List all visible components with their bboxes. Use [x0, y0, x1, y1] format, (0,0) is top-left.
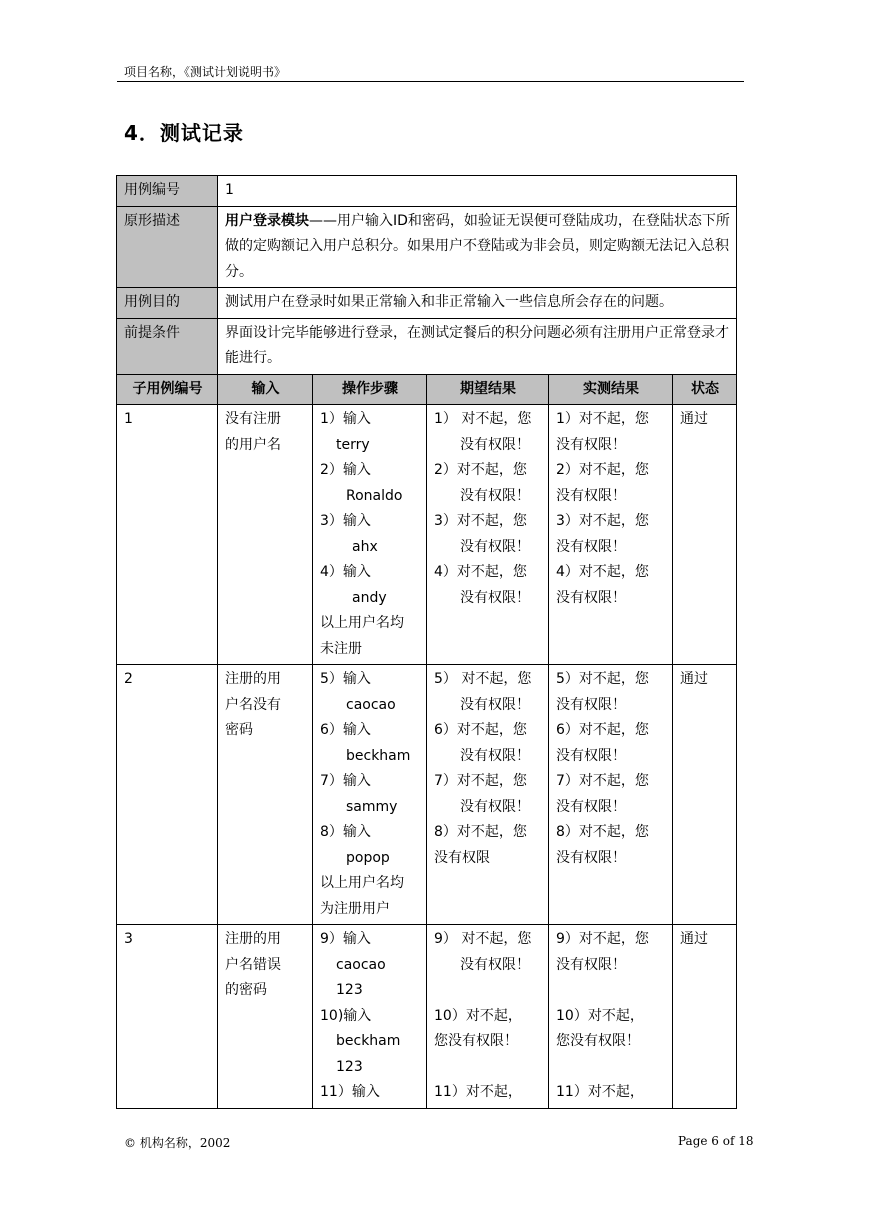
page-footer-org: © 机构名称，2002	[124, 1136, 231, 1150]
step-line: 1）输入	[320, 411, 371, 427]
input-line: 密码	[225, 722, 253, 738]
step-line: 123	[336, 982, 363, 998]
step-line: 以上用户名均	[320, 615, 404, 631]
actual-line	[556, 978, 666, 1004]
step-line: ahx	[352, 538, 378, 555]
expected-line: 没有权限！	[460, 747, 530, 764]
expected-cell	[427, 925, 549, 1109]
step-line: caocao	[346, 696, 396, 713]
expected-line: 1） 对不起，您	[434, 411, 532, 427]
step-line: 2）输入	[320, 462, 371, 478]
expected-line: 没有权限！	[460, 538, 530, 555]
step-line: 未注册	[320, 640, 362, 657]
step-line: beckham	[336, 1033, 401, 1049]
meta-row-description	[117, 206, 737, 288]
input-cell	[218, 405, 313, 665]
actual-line: 2）对不起，您	[556, 462, 649, 478]
meta-label: 前提条件	[117, 318, 218, 374]
step-line: caocao	[336, 956, 386, 973]
steps-cell	[313, 925, 427, 1109]
step-line: 10)输入	[320, 1007, 372, 1024]
column-header: 子用例编号	[117, 374, 218, 405]
expected-line	[434, 978, 542, 1004]
steps-cell	[313, 665, 427, 925]
expected-line: 没有权限！	[460, 436, 530, 453]
meta-row-case-id	[117, 176, 737, 207]
input-line: 户名错误	[225, 956, 281, 973]
actual-line: 没有权限！	[556, 956, 626, 973]
actual-line: 您没有权限！	[556, 1033, 640, 1049]
step-line: 8）输入	[320, 824, 371, 840]
module-keyword: 用户登录模块	[225, 212, 309, 229]
test-record-table	[116, 175, 737, 1109]
expected-line: 10）对不起，	[434, 1007, 522, 1024]
step-line: 9）输入	[320, 931, 371, 947]
meta-label: 原形描述	[117, 206, 218, 288]
status-cell: 通过	[673, 925, 737, 1109]
step-line: 11）输入	[320, 1084, 380, 1100]
step-line: Ronaldo	[346, 487, 403, 504]
header-rule	[117, 81, 744, 82]
actual-line: 4）对不起，您	[556, 564, 649, 580]
page-number: Page 6 of 18	[678, 1134, 754, 1148]
input-line: 没有注册	[225, 411, 281, 427]
actual-line: 5）对不起，您	[556, 671, 649, 687]
actual-cell	[549, 405, 673, 665]
step-line: 123	[336, 1058, 363, 1075]
expected-line: 7）对不起，您	[434, 773, 527, 789]
input-line: 注册的用	[225, 671, 281, 687]
step-line: popop	[346, 849, 390, 866]
subcase-id: 1	[117, 405, 218, 665]
expected-line: 您没有权限！	[434, 1033, 518, 1049]
subcase-id: 2	[117, 665, 218, 925]
expected-line: 没有权限！	[460, 798, 530, 815]
expected-line: 8）对不起，您	[434, 824, 527, 840]
actual-cell	[549, 665, 673, 925]
actual-line: 6）对不起，您	[556, 722, 649, 738]
actual-line	[556, 1055, 666, 1081]
actual-line: 没有权限！	[556, 798, 626, 815]
expected-line: 11）对不起，	[434, 1084, 522, 1100]
meta-value: 测试用户在登录时如果正常输入和非正常输入一些信息所会存在的问题。	[218, 288, 737, 319]
meta-value	[218, 206, 737, 288]
expected-line: 没有权限！	[460, 487, 530, 504]
step-line: terry	[336, 436, 370, 453]
column-header: 实测结果	[549, 374, 673, 405]
column-header: 状态	[673, 374, 737, 405]
actual-line: 没有权限！	[556, 696, 626, 713]
table-row	[117, 405, 737, 665]
step-line: 4）输入	[320, 564, 371, 580]
description-text: ——用户输入ID和密码，如验证无误便可登陆成功，在登陆状态下所做的定购额记入用户总积分。如果用户不登陆或为非会员，则定购额无法记入总积分。	[225, 212, 730, 280]
actual-line: 10）对不起，	[556, 1007, 644, 1024]
expected-line: 没有权限！	[460, 956, 530, 973]
actual-line: 没有权限！	[556, 849, 626, 866]
expected-line: 4）对不起，您	[434, 564, 527, 580]
input-cell	[218, 665, 313, 925]
actual-line: 3）对不起，您	[556, 513, 649, 529]
step-line: 6）输入	[320, 722, 371, 738]
actual-line: 没有权限！	[556, 487, 626, 504]
input-line: 户名没有	[225, 696, 281, 713]
steps-cell	[313, 405, 427, 665]
step-line: sammy	[346, 798, 398, 815]
meta-row-purpose	[117, 288, 737, 319]
expected-line: 没有权限	[434, 849, 490, 866]
actual-cell	[549, 925, 673, 1109]
expected-line: 6）对不起，您	[434, 722, 527, 738]
step-line: andy	[352, 589, 387, 606]
status-cell: 通过	[673, 405, 737, 665]
step-line: 3）输入	[320, 513, 371, 529]
input-line: 的用户名	[225, 436, 281, 453]
actual-line: 7）对不起，您	[556, 773, 649, 789]
expected-line: 2）对不起，您	[434, 462, 527, 478]
expected-line: 5） 对不起，您	[434, 671, 532, 687]
actual-line: 没有权限！	[556, 538, 626, 555]
step-line: 以上用户名均	[320, 875, 404, 891]
meta-label: 用例目的	[117, 288, 218, 319]
expected-line: 9） 对不起，您	[434, 931, 532, 947]
section-title: 4．测试记录	[124, 121, 244, 145]
actual-line: 没有权限！	[556, 589, 626, 606]
step-line: 5）输入	[320, 671, 371, 687]
expected-cell	[427, 665, 549, 925]
step-line: 7）输入	[320, 773, 371, 789]
step-line: 为注册用户	[320, 900, 390, 917]
meta-value: 界面设计完毕能够进行登录，在测试定餐后的积分问题必须有注册用户正常登录才能进行。	[218, 318, 737, 374]
expected-line: 没有权限！	[460, 696, 530, 713]
status-cell: 通过	[673, 665, 737, 925]
actual-line: 没有权限！	[556, 747, 626, 764]
actual-line: 9）对不起，您	[556, 931, 649, 947]
expected-line: 3）对不起，您	[434, 513, 527, 529]
meta-value: 1	[218, 176, 737, 207]
expected-line: 没有权限！	[460, 589, 530, 606]
table-row	[117, 665, 737, 925]
subcase-id: 3	[117, 925, 218, 1109]
actual-line: 没有权限！	[556, 436, 626, 453]
actual-line: 1）对不起，您	[556, 411, 649, 427]
column-header: 期望结果	[427, 374, 549, 405]
column-header: 输入	[218, 374, 313, 405]
meta-row-precondition	[117, 318, 737, 374]
page-header: 项目名称，《测试计划说明书》	[124, 65, 287, 79]
step-line: beckham	[346, 747, 411, 764]
input-cell	[218, 925, 313, 1109]
actual-line: 11）对不起，	[556, 1084, 644, 1100]
column-header-row	[117, 374, 737, 405]
input-line: 注册的用	[225, 931, 281, 947]
expected-cell	[427, 405, 549, 665]
meta-label: 用例编号	[117, 176, 218, 207]
column-header: 操作步骤	[313, 374, 427, 405]
table-row	[117, 925, 737, 1109]
input-line: 的密码	[225, 982, 267, 998]
expected-line	[434, 1055, 542, 1081]
actual-line: 8）对不起，您	[556, 824, 649, 840]
